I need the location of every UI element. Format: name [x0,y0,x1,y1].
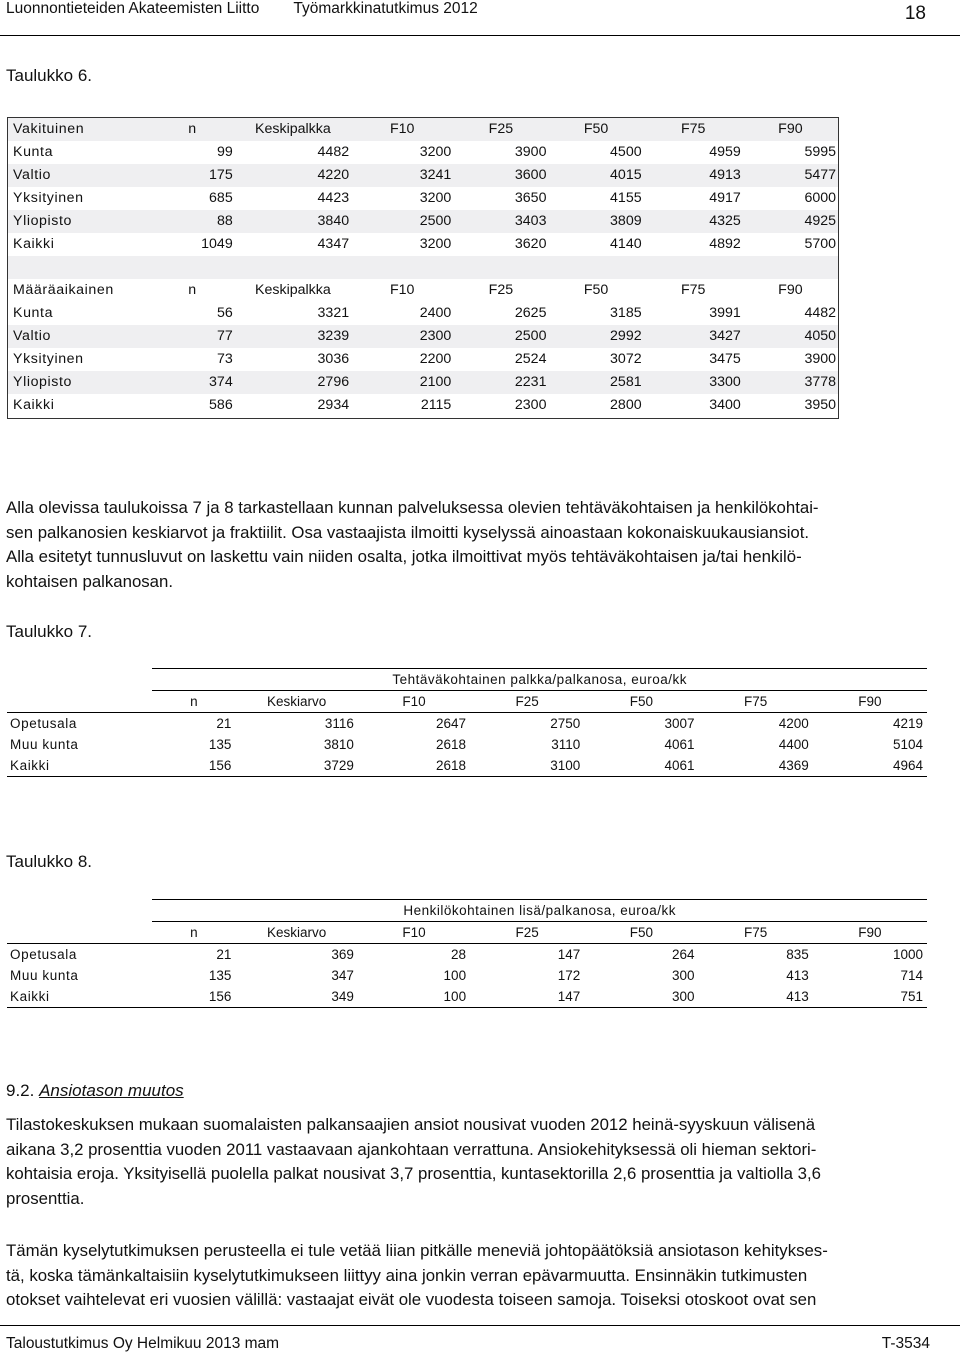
row-label: Vakituinen [8,118,150,141]
table-cell: 4500 [610,144,642,160]
row-label: Opetusala [7,713,152,735]
table-cell: 3400 [709,397,741,413]
table-cell: 135 [208,737,232,752]
text-line: otokset vaihtelevat eri vuosien välillä: vastaajat eivät ole vuodesta toiseen samoja. Toiseksi otoskoot ovat sen [6,1290,817,1309]
table-cell: 751 [813,986,927,1008]
row-label: Kunta [13,305,54,321]
table-cell: 4400 [778,737,809,752]
table-cell: 2750 [470,713,584,735]
table-cell: 175 [150,164,235,187]
table-cell: 2625 [514,305,547,321]
table-cell: 3116 [235,713,358,735]
row-label: Muu kunta [10,968,79,983]
table-row [8,164,838,187]
table-cell: 3200 [419,190,452,206]
table-cell: 3241 [351,164,453,187]
footer-company: Taloustutkimus Oy Helmikuu 2013 mam [6,1335,280,1352]
column-header: F50 [584,922,698,944]
table-cell: 3200 [419,144,452,160]
table-row [8,302,838,325]
table-cell: 3007 [584,713,698,735]
table-spacer-row [8,256,838,279]
table-cell: 3239 [235,325,351,348]
table-cell: n [188,282,197,298]
table-cell: 4423 [317,190,350,206]
table-cell: 2200 [419,351,452,367]
column-header: F25 [470,922,584,944]
table-row [7,965,927,986]
table-header-row [7,691,927,713]
table-cell: 2581 [548,371,643,394]
table-row [8,187,838,210]
table-cell: 4140 [610,236,642,252]
table-row [8,325,838,348]
column-header: F10 [358,922,470,944]
table-cell: 3427 [644,325,743,348]
table-cell: 5700 [804,236,836,252]
table-cell: 3300 [644,371,743,394]
table-cell: 3475 [709,351,741,367]
table8-caption: Taulukko 8. [6,852,92,871]
table-cell: 1000 [813,944,927,966]
table-cell: 3650 [514,190,547,206]
table-cell: 3600 [453,164,548,187]
table-cell: F90 [743,118,838,141]
table-cell: 4061 [664,737,695,752]
table-cell: 56 [216,305,233,321]
text-line: aikana 3,2 prosenttia vuoden 2011 vastaavaan ajankohtaan verrattuna. Ansiokehityksessä oli hieman sektori- [6,1139,817,1159]
table-cell: 2500 [351,210,453,233]
table-cell: 4964 [813,755,927,777]
row-label: Kunta [13,144,54,160]
intro-paragraph [6,496,956,594]
table-cell: 3403 [453,210,548,233]
table-row [8,371,838,394]
table-cell: 835 [699,944,813,966]
row-label: Kaikki [13,397,55,413]
section-title: Ansiotason muutos [39,1081,184,1100]
row-label: Kaikki [7,755,152,777]
table-cell: 4892 [709,236,741,252]
row-label: Yksityinen [13,190,84,206]
row-label: Kaikki [13,236,55,252]
table-span-title: Tehtäväkohtainen palkka/palkanosa, euroa/kk [152,669,927,691]
table-cell: 3809 [548,210,643,233]
column-header: F90 [813,922,927,944]
table-cell: 2618 [358,755,470,777]
column-header: Keskiarvo [235,922,358,944]
table-row [8,141,838,164]
header-organization: Luonnontieteiden Akateemisten Liitto [6,0,260,17]
table6-caption: Taulukko 6. [6,66,92,85]
table-cell: 3991 [709,305,741,321]
table-header-row [8,118,838,141]
table-cell: 3620 [514,236,547,252]
table-cell: 4050 [743,325,838,348]
row-label: Yksityinen [13,351,84,367]
text-line: Tämän kyselytutkimuksen perusteella ei tule vetää liian pitkälle meneviä johtopäätöksiä ansiotason kehitykses- [6,1241,828,1260]
table-cell: 21 [152,944,235,966]
text-line: Tilastokeskuksen mukaan suomalaisten palkansaajien ansiot nousivat vuoden 2012 heinä-syyskuun välisenä [6,1115,816,1134]
table-cell: 2647 [358,713,470,735]
table-cell: 4913 [644,164,743,187]
table-cell: F25 [488,282,514,298]
table-cell: 685 [209,190,233,206]
section-number: 9.2. [6,1081,35,1100]
table-cell: Keskipalkka [255,282,331,298]
table-cell: 4015 [548,164,643,187]
table-cell: 374 [150,371,235,394]
table-cell: 3840 [235,210,351,233]
table-cell: 100 [443,968,467,983]
text-line: Alla esitetyt tunnusluvut on laskettu vain niiden osalta, jotka ilmoittivat myös tehtäväkohtaisen ja/tai henkilö- [6,547,802,566]
table-row [7,944,927,966]
table-cell: 413 [786,968,809,983]
text-line: sen palkanosien keskiarvot ja fraktiilit. Osa vastaajista ilmoitti kyselyssä ainoastaan kokonaiskuukausiansiot. [6,522,810,542]
page-header [6,0,508,18]
table-cell: 586 [209,397,233,413]
table-cell: 135 [208,968,232,983]
table7 [7,668,927,777]
table-cell: 21 [152,713,235,735]
table-row [8,233,838,256]
table6 [7,117,839,419]
table-title-row [7,900,927,922]
table-cell: 3900 [804,351,836,367]
table-cell: 3778 [743,371,838,394]
text-line: kohtaisia eroja. Yksityisellä puolella palkat nousivat 3,7 prosenttia, kuntasektorilla 2,6 prosenttia ja valtiolla 3,6 [6,1164,821,1183]
table-cell: 2500 [453,325,548,348]
table-cell: 3729 [235,755,358,777]
table-cell: 4369 [699,755,813,777]
table-cell: F75 [644,118,743,141]
table-cell: 100 [358,986,470,1008]
table-cell: 347 [331,968,354,983]
table-header-row [8,279,838,302]
column-header: F90 [813,691,927,713]
section-heading [6,1081,184,1101]
table-cell: 172 [557,968,581,983]
table-cell: 4347 [317,236,350,252]
table-cell: 1049 [201,236,233,252]
column-header: n [152,922,235,944]
table-row [8,394,838,417]
table-cell: 3950 [804,397,836,413]
body-paragraph-1 [6,1113,956,1211]
table-cell: 28 [358,944,470,966]
footer-divider [0,1325,960,1326]
table-cell: 300 [671,968,695,983]
row-label: Opetusala [7,944,152,966]
table-header-row [7,922,927,944]
header-divider [0,35,960,36]
table-cell: 2524 [514,351,547,367]
table-cell: 4061 [584,755,698,777]
table-cell: 3072 [610,351,642,367]
table-cell: 2800 [610,397,642,413]
column-header: n [152,691,235,713]
table-cell: 4155 [610,190,642,206]
table7-caption: Taulukko 7. [6,622,92,641]
table-cell: 2796 [235,371,351,394]
table-cell: 147 [470,986,584,1008]
row-label: Kaikki [7,986,152,1008]
page-number: 18 [904,3,926,24]
table-cell: 369 [235,944,358,966]
table-cell: 2300 [514,397,547,413]
table-cell: 2934 [317,397,350,413]
table-cell: 4482 [317,144,350,160]
table-cell: 3200 [419,236,452,252]
table-cell: 5477 [743,164,838,187]
text-line: kohtaisen palkanosan. [6,571,174,591]
column-header: F75 [699,922,813,944]
table-cell: 2618 [436,737,467,752]
table-cell: 77 [150,325,235,348]
table-cell: 2115 [420,397,452,413]
table-cell: F10 [351,118,453,141]
row-label: Määräaikainen [13,282,114,298]
table-cell: 156 [152,986,235,1008]
table-cell: F10 [389,282,415,298]
table-cell: 2992 [548,325,643,348]
body-paragraph-2 [6,1239,956,1313]
text-line: prosenttia. [6,1188,85,1208]
column-header: F10 [358,691,470,713]
row-label: Muu kunta [10,737,79,752]
row-label: Valtio [8,164,150,187]
table-row [8,210,838,233]
table-row [7,713,927,735]
table-cell: 4200 [699,713,813,735]
table-cell: 4925 [743,210,838,233]
row-label: Valtio [8,325,150,348]
row-label: Yliopisto [8,371,150,394]
table-row [7,734,927,755]
table-cell: 3036 [317,351,350,367]
table-row [8,348,838,371]
table-cell: 99 [216,144,233,160]
table-cell: 413 [699,986,813,1008]
column-header: F50 [584,691,698,713]
table-cell: n [150,118,235,141]
table-cell: 2400 [419,305,452,321]
table-cell: 349 [235,986,358,1008]
column-header [7,691,152,713]
table-cell: 3110 [551,737,581,752]
table-cell: F90 [778,282,803,298]
table-cell: 3810 [323,737,354,752]
table-span-title: Henkilökohtainen lisä/palkanosa, euroa/kk [152,900,927,922]
text-line: tä, koska tämänkaltaisiin kyselytutkimukseen liittyy aina jonkin verran epävarmuutta. Ensinnäkin tutkimusten [6,1265,808,1285]
table8 [7,899,927,1008]
column-header: Keskiarvo [235,691,358,713]
header-report-title: Työmarkkinatutkimus 2012 [293,0,478,17]
table-cell: 4219 [813,713,927,735]
table-cell: 3321 [317,305,350,321]
table-cell: 4220 [235,164,351,187]
column-header [7,922,152,944]
table-cell: 3100 [470,755,584,777]
table-cell: 4917 [709,190,741,206]
table-cell: F25 [453,118,548,141]
table-cell: 2300 [351,325,453,348]
row-label: Yliopisto [8,210,150,233]
text-line: Alla olevissa taulukoissa 7 ja 8 tarkastellaan kunnan palveluksessa olevien tehtäväkohtaisen ja henkilökohtai- [6,498,819,517]
table-cell: 156 [152,755,235,777]
table-cell: F75 [680,282,706,298]
table-cell: 714 [900,968,923,983]
table-cell: 88 [150,210,235,233]
table-cell: 5104 [892,737,923,752]
table-cell: 2100 [351,371,453,394]
table-cell: 4482 [804,305,836,321]
table-cell: 264 [584,944,698,966]
table-title-row [7,669,927,691]
table-cell: 147 [470,944,584,966]
table-cell: 3900 [514,144,547,160]
table-cell: 3185 [610,305,642,321]
table-cell: 5995 [804,144,836,160]
table-row [7,755,927,777]
table-cell: 6000 [804,190,836,206]
footer-code: T-3534 [881,1335,930,1352]
table-cell: 4325 [644,210,743,233]
table-cell: 73 [216,351,233,367]
table-cell: 300 [584,986,698,1008]
table-row [7,986,927,1008]
table-cell: 4959 [709,144,741,160]
table-cell: Keskipalkka [235,118,351,141]
column-header: F75 [699,691,813,713]
table-cell: F50 [583,282,609,298]
column-header: F25 [470,691,584,713]
table-cell: F50 [548,118,643,141]
table-cell: 2231 [453,371,548,394]
